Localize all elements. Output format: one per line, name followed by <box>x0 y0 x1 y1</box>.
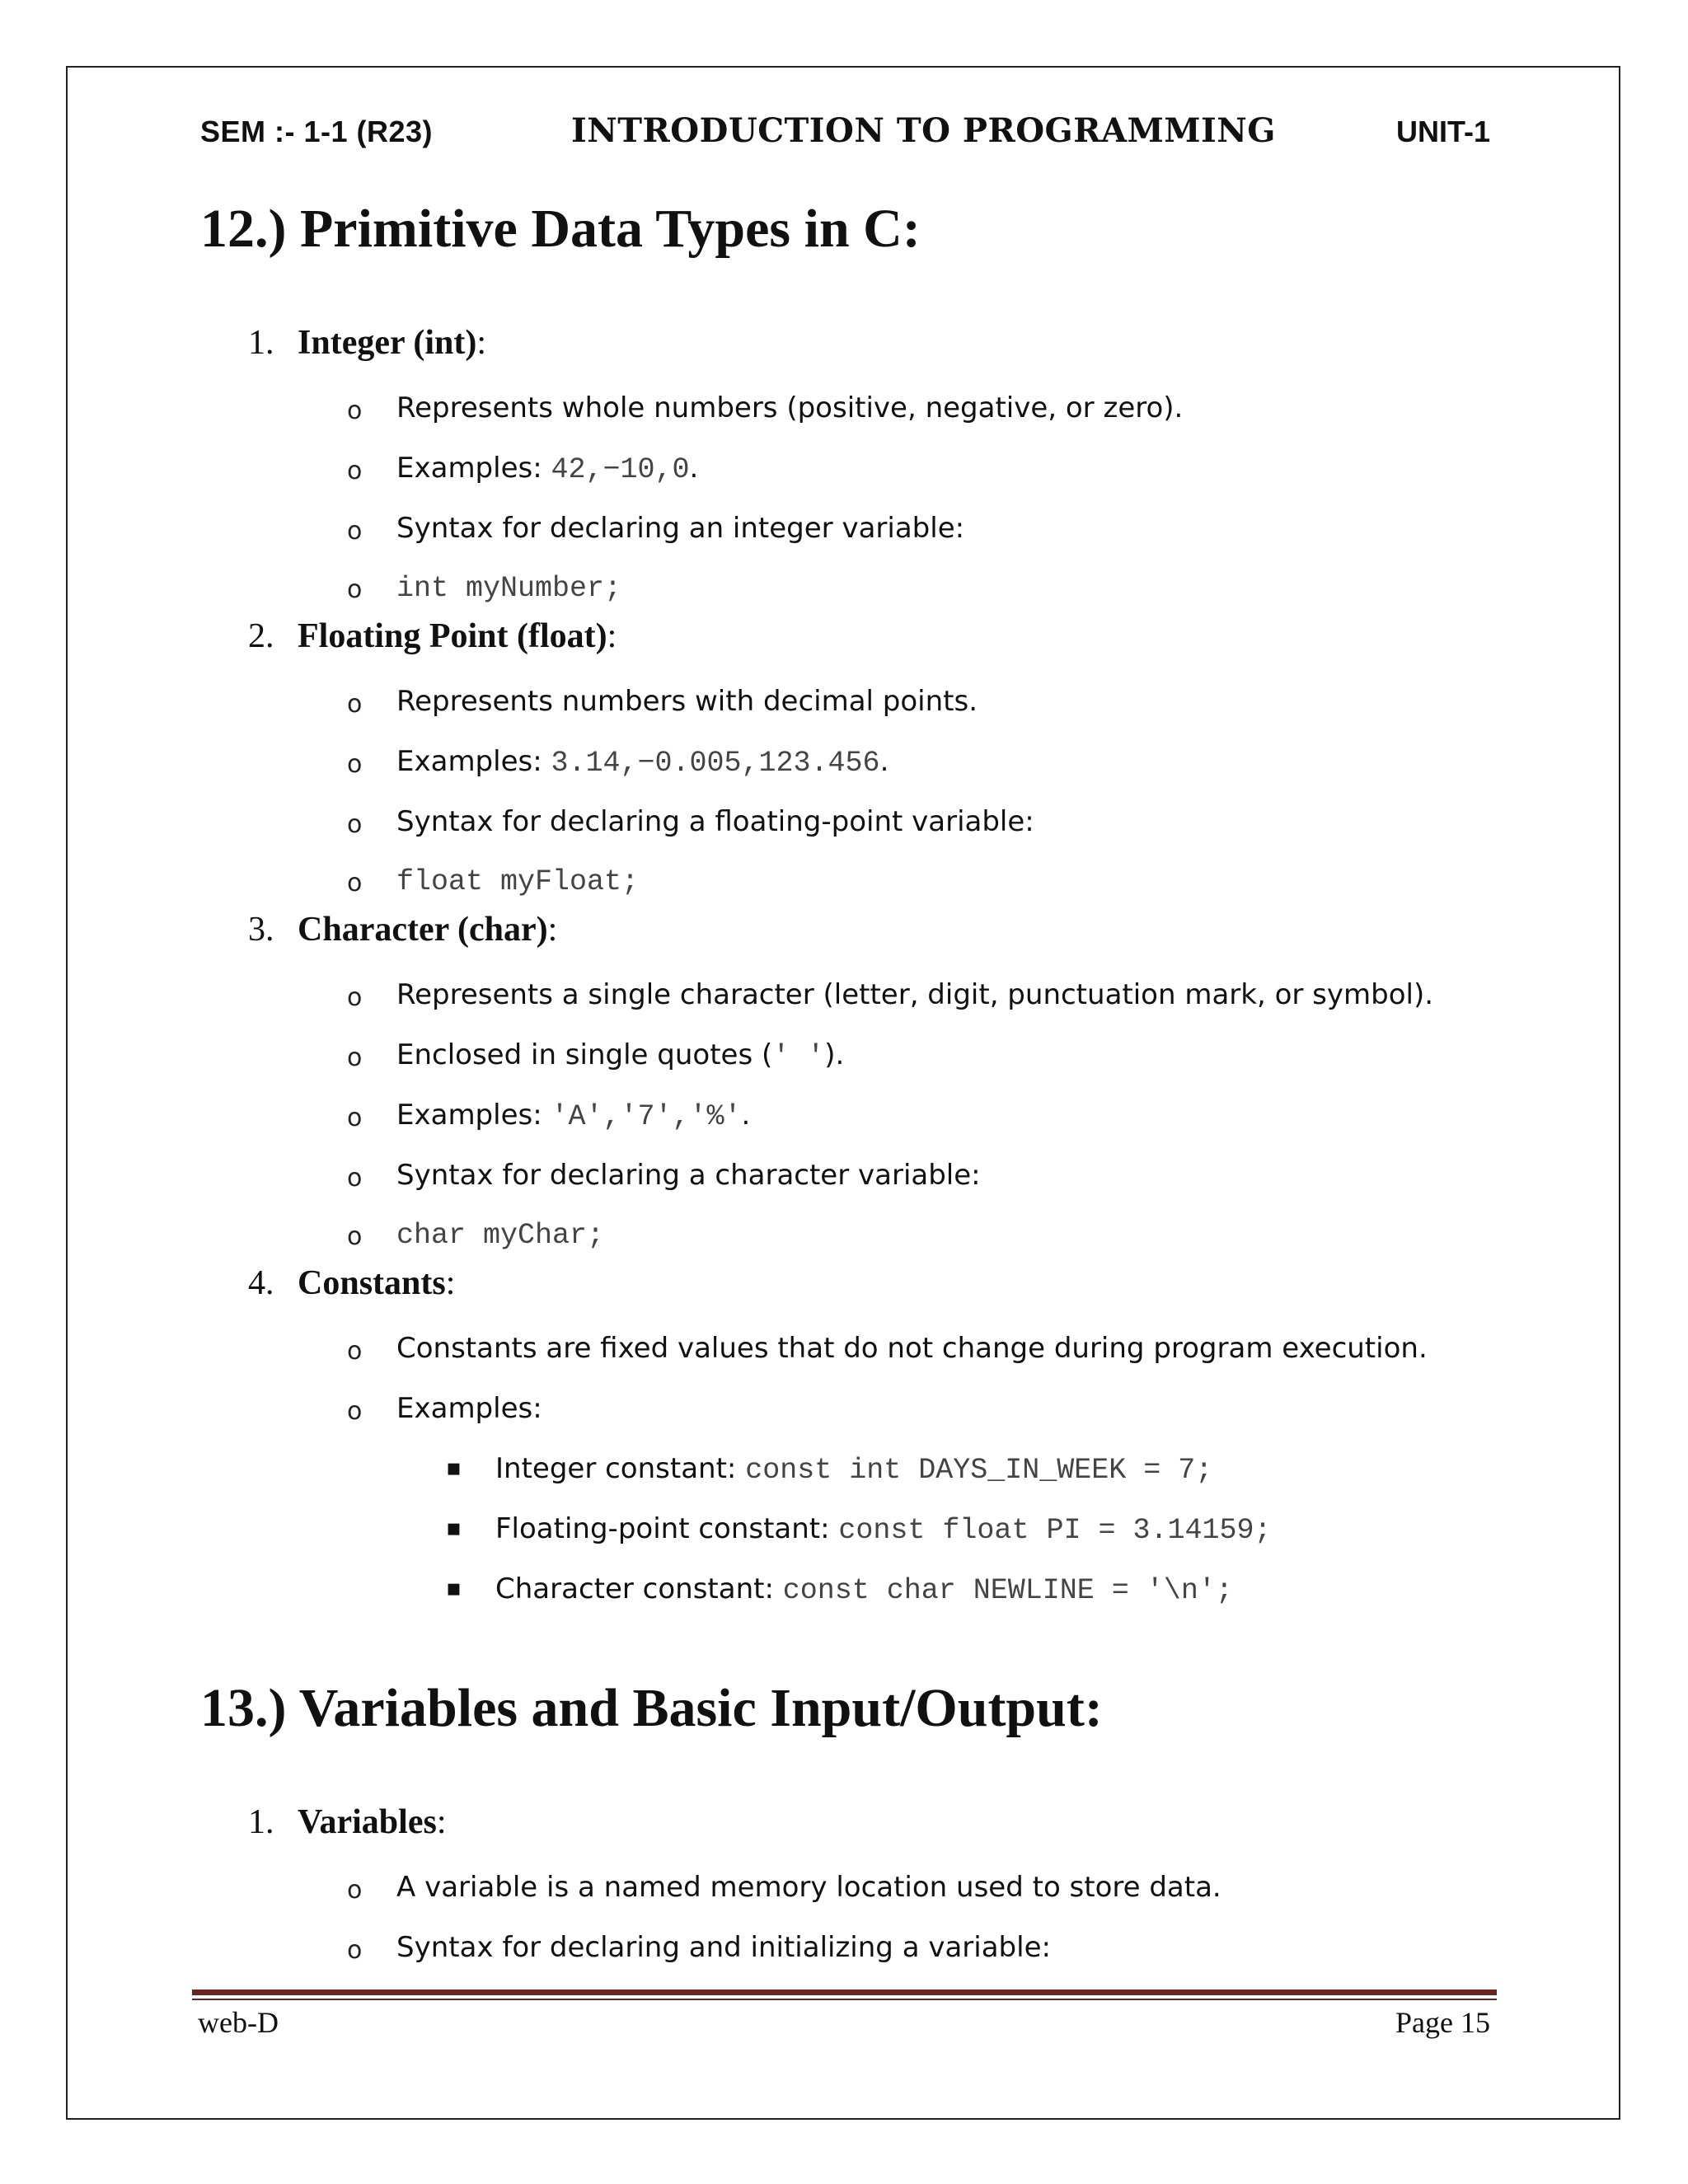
bullet-icon: o <box>347 983 363 1012</box>
header-semester: SEM :- 1-1 (R23) <box>200 115 434 148</box>
list-title: Variables: <box>298 1803 447 1841</box>
bullet-icon: o <box>347 1104 363 1132</box>
list-number: 1. <box>248 324 274 362</box>
footer-divider <box>192 1990 1497 1995</box>
list-number: 1. <box>248 1803 274 1841</box>
bullet-icon: o <box>347 575 363 604</box>
bullet-icon: o <box>347 517 363 546</box>
bullet-icon: o <box>347 457 363 485</box>
list-number: 3. <box>248 911 274 949</box>
bullet-icon: o <box>347 396 363 425</box>
section-heading-variables-io: 13.) Variables and Basic Input/Output: <box>200 1678 1103 1738</box>
bullet-icon: o <box>347 1164 363 1193</box>
bullet-icon: o <box>347 1397 363 1426</box>
square-bullet-icon: ▪ <box>446 1574 462 1601</box>
footer-divider-thin <box>192 1999 1497 2000</box>
bullet-icon: o <box>347 750 363 779</box>
bullet-icon: o <box>347 1876 363 1905</box>
bullet-icon: o <box>347 1043 363 1072</box>
list-number: 4. <box>248 1264 274 1302</box>
list-number: 2. <box>248 617 274 655</box>
section-heading-primitive-types: 12.) Primitive Data Types in C: <box>200 199 921 259</box>
list-title: Integer (int): <box>298 324 487 362</box>
page-header <box>200 111 1490 152</box>
bullet-icon: o <box>347 1222 363 1251</box>
square-bullet-icon: ▪ <box>446 1454 462 1481</box>
list-title: Character (char): <box>298 911 558 949</box>
header-unit: UNIT-1 <box>1395 115 1490 148</box>
bullet-icon: o <box>347 869 363 898</box>
square-bullet-icon: ▪ <box>446 1514 462 1541</box>
list-title: Floating Point (float): <box>298 617 617 655</box>
bullet-icon: o <box>347 1936 363 1965</box>
list-title: Constants: <box>298 1264 456 1302</box>
header-subject: INTRODUCTION TO PROGRAMMING <box>571 111 1276 150</box>
bullet-icon: o <box>347 690 363 719</box>
bullet-icon: o <box>347 1337 363 1366</box>
bullet-icon: o <box>347 810 363 839</box>
footer-author: web-D <box>198 2006 279 2039</box>
footer-page-number: Page 15 <box>1395 2006 1490 2039</box>
